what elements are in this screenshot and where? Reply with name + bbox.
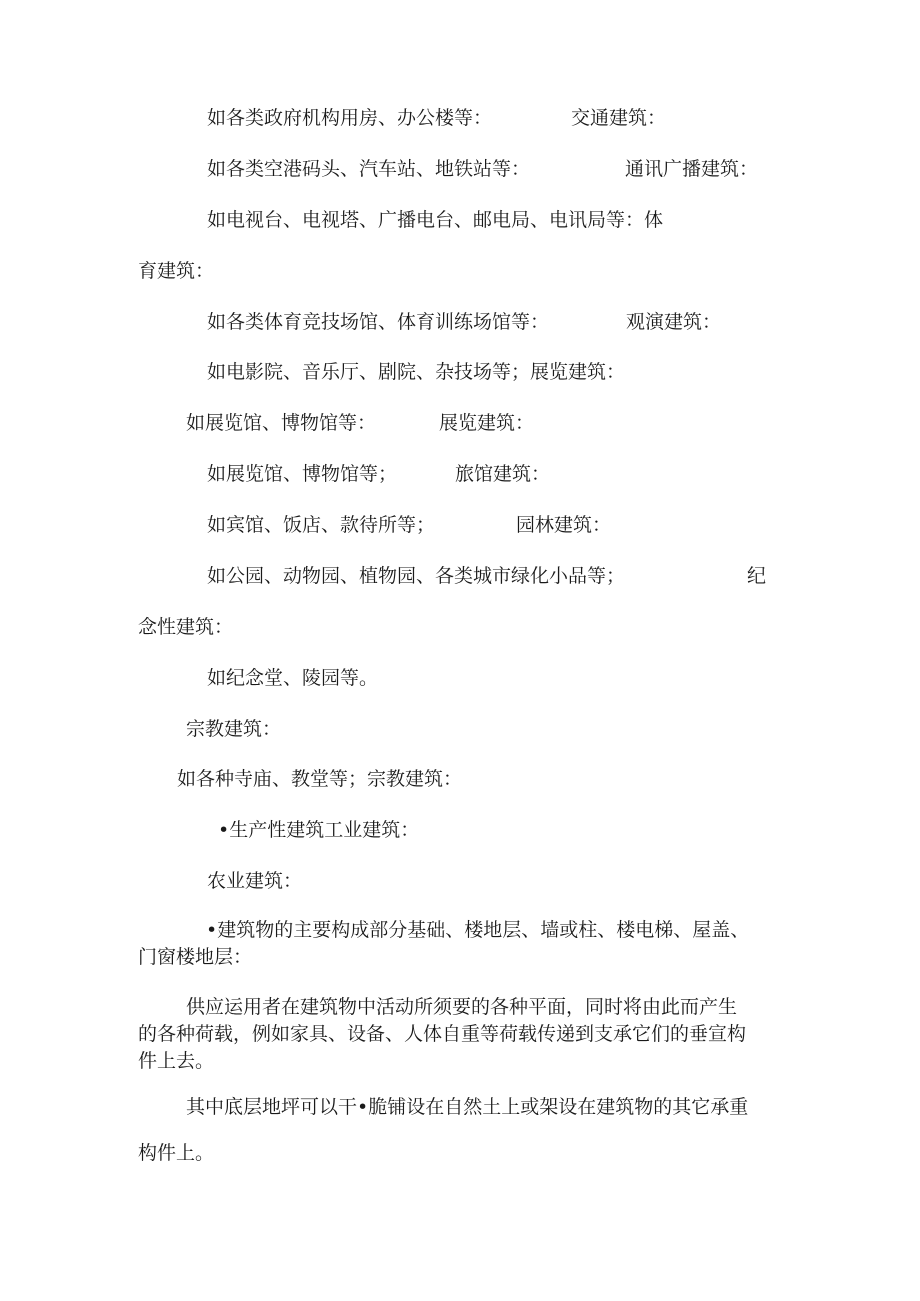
text-line: 构件上。 bbox=[138, 1142, 215, 1164]
text-line: 如公园、动物园、植物园、各类城市绿化小品等； bbox=[207, 565, 626, 587]
text-line: •建筑物的主要构成部分基础、楼地层、墙或柱、楼电梯、屋盖、 bbox=[206, 919, 750, 941]
text-line: 念性建筑： bbox=[138, 616, 234, 638]
text-line: 其中底层地坪可以干•脆铺设在自然土上或架设在建筑物的其它承重 bbox=[186, 1096, 749, 1118]
text-line: 的各种荷载，例如家具、设备、人体自重等荷载传递到支承它们的垂宣构 bbox=[138, 1023, 747, 1045]
text-line: 如展览馆、博物馆等； bbox=[207, 463, 398, 485]
text-line: 宗教建筑： bbox=[186, 718, 282, 740]
text-line: 育建筑： bbox=[138, 260, 215, 282]
text-line: 展览建筑： bbox=[439, 412, 535, 434]
text-line: 如纪念堂、陵园等。 bbox=[207, 667, 379, 689]
text-line: 纪 bbox=[747, 565, 767, 587]
text-line: •生产性建筑工业建筑： bbox=[218, 819, 420, 841]
text-line: 如各类政府机构用房、办公楼等： bbox=[207, 107, 493, 129]
text-line: 如各类空港码头、汽车站、地铁站等： bbox=[207, 158, 531, 180]
text-line: 如各种寺庙、教堂等；宗教建筑： bbox=[177, 768, 463, 790]
text-line: 通讯广播建筑： bbox=[625, 158, 759, 180]
text-line: 交通建筑： bbox=[571, 107, 667, 129]
text-line: 件上去。 bbox=[138, 1050, 215, 1072]
text-line: 如宾馆、饭店、款待所等； bbox=[207, 514, 436, 536]
text-line: 旅馆建筑： bbox=[455, 463, 551, 485]
text-line: 门窗楼地层： bbox=[138, 946, 253, 968]
text-line: 农业建筑： bbox=[207, 870, 303, 892]
text-line: 供应运用者在建筑物中活动所须要的各种平面，同时将由此而产生 bbox=[186, 996, 738, 1018]
text-line: 如各类体育竞技场馆、体育训练场馆等： bbox=[207, 311, 550, 333]
text-line: 如电视台、电视塔、广播电台、邮电局、电讯局等：体 bbox=[207, 209, 664, 231]
text-line: 观演建筑： bbox=[626, 311, 722, 333]
text-line: 如电影院、音乐厅、剧院、杂技场等；展览建筑： bbox=[207, 361, 626, 383]
text-line: 园林建筑： bbox=[516, 514, 612, 536]
text-line: 如展览馆、博物馆等： bbox=[186, 412, 377, 434]
